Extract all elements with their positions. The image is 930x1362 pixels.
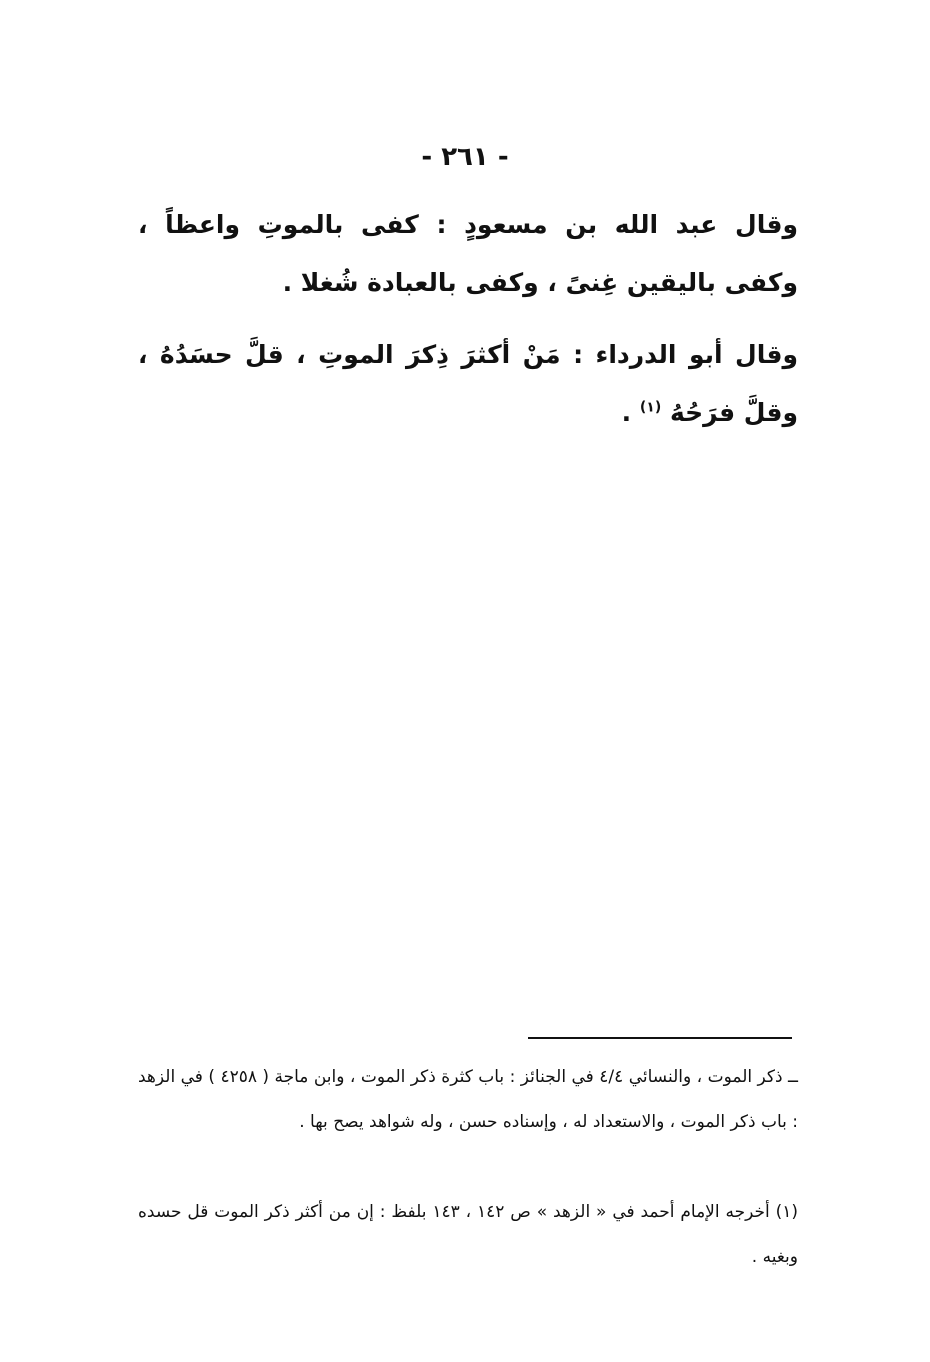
footnote-1: (١) أخرجه الإمام أحمد في « الزهد » ص ١٤٢ ، ١٤٣ بلفظ : إن من أكثر ذكر الموت قل حسده وبغيه .	[138, 1202, 798, 1267]
paragraph-text: وقال أبو الدرداء : مَنْ أكثرَ ذِكرَ الموتِ ، قلَّ حسَدُهُ ، وقلَّ فرَحُهُ	[138, 340, 798, 427]
footnote-reference[interactable]: (١)	[639, 399, 662, 416]
body-paragraph-2	[138, 326, 798, 442]
footnote-divider	[528, 1037, 792, 1039]
page-number: - ٢٦١ -	[421, 142, 509, 172]
paragraph-ending: .	[621, 398, 632, 427]
paragraph-text: وقال عبد الله بن مسعودٍ : كفى بالموتِ واعظاً ، وكفى باليقين غِنىً ، وكفى بالعبادة شُغلا .	[138, 210, 798, 297]
footnote-continuation: ــ ذكر الموت ، والنسائي ٤/٤ في الجنائز : باب كثرة ذكر الموت ، وابن ماجة ( ٤٢٥٨ ) في الزهد : باب ذكر الموت ، والاستعداد له ، وإسناده حسن ، وله شواهد يصح بها .	[138, 1067, 798, 1132]
body-paragraph-1	[138, 196, 798, 312]
